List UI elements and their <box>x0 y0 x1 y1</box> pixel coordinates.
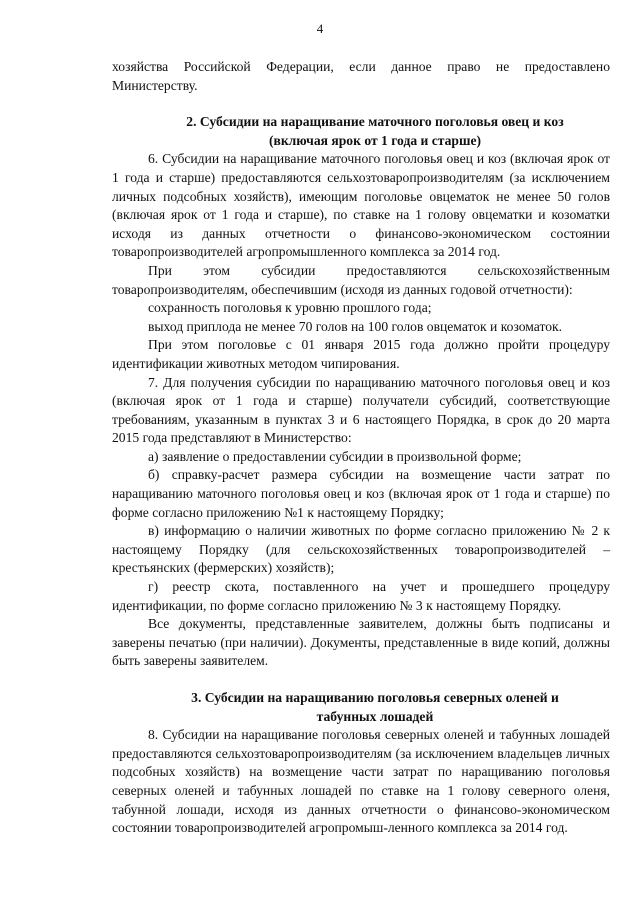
section-2-heading-line-2: (включая ярок от 1 года и старше) <box>268 132 482 148</box>
paragraph-certification: Все документы, представленные заявителем, должны быть подписаны и заверены печатью (при наличии). Документы, представленные в виде копий, должны быть заверены заявителем. <box>112 616 610 669</box>
section-2-heading-line-1: 2. Субсидии на наращивание маточного поголовья овец и коз <box>186 114 564 130</box>
paragraph-identification: При этом поголовье с 01 января 2015 года должно пройти процедуру идентификации животных методом чипирования. <box>112 337 610 371</box>
paragraph-7: 7. Для получения субсидии по наращиванию маточного поголовья овец и коз (включая ярок от 1 года и старше) получатели субсидий, соответствующие требованиям, указанным в пунктах 3 и 6 настоящего Порядка, в срок до 20 марта 2015 года представляют в Министерство: <box>112 374 610 446</box>
document-item-a: а) заявление о предоставлении субсидии в произвольной форме; <box>148 448 522 464</box>
section-2 <box>112 113 610 671</box>
intro-paragraph: хозяйства Российской Федерации, если данное право не предоставлено Министерству. <box>112 59 610 93</box>
condition-item: выход приплода не менее 70 голов на 100 голов овцематок и козоматок. <box>148 318 563 334</box>
document-item-g: г) реестр скота, поставленного на учет и прошедшего процедуру идентификации, по форме согласно приложению № 3 к настоящему Порядку. <box>112 579 610 613</box>
page-number: 4 <box>316 21 324 36</box>
section-3-heading-line-2: табунных лошадей <box>316 708 434 724</box>
paragraph-8: 8. Субсидии на наращивание поголовья северных оленей и табунных лошадей предоставляются сельхозтоваропроизводителям (за исключением владельцев личных подсобных хозяйств) на возмещение части затрат по наращиванию поголовья северных оленей и табунных лошадей по ставке на 1 голову северного оленя, табунной лошади, исходя из данных отчетности о финансово-экономическом состоянии товаропроизводителей агропромыш-ленного комплекса за 2014 год. <box>112 727 610 836</box>
document-item-b: б) справку-расчет размера субсидии на возмещение части затрат по наращиванию маточного поголовья овец и коз (включая ярок от 1 года и старше) по форме согласно приложению №1 к настоящему Порядку; <box>112 467 610 520</box>
condition-item: сохранность поголовья к уровню прошлого года; <box>148 300 432 316</box>
paragraph-conditions: При этом субсидии предоставляются сельскохозяйственным товаропроизводителям, обеспечившим (исходя из данных годовой отчетности): <box>112 262 610 297</box>
document-item-v: в) информацию о наличии животных по форме согласно приложению № 2 к настоящему Порядку (для сельскохозяйственных товаропроизводителей – крестьянских (фермерских) хозяйств); <box>112 523 610 576</box>
document-body <box>112 58 610 838</box>
section-3-heading-line-1: 3. Субсидии на наращиванию поголовья северных оленей и <box>191 690 559 705</box>
paragraph-6: 6. Субсидии на наращивание маточного поголовья овец и коз (включая ярок от 1 года и старше) предоставляются сельхозтоваропроизводителям (за исключением личных подсобных хозяйств), имеющим поголовье овцематок не менее 50 голов (включая ярок от 1 года и старше), по ставке на 1 голову овцематки и козоматки исходя из данных отчетности о финансово-экономическом состоянии товаропроизводителей агропромышленного комплекса за 2014 год. <box>112 151 610 260</box>
section-3 <box>112 689 610 838</box>
